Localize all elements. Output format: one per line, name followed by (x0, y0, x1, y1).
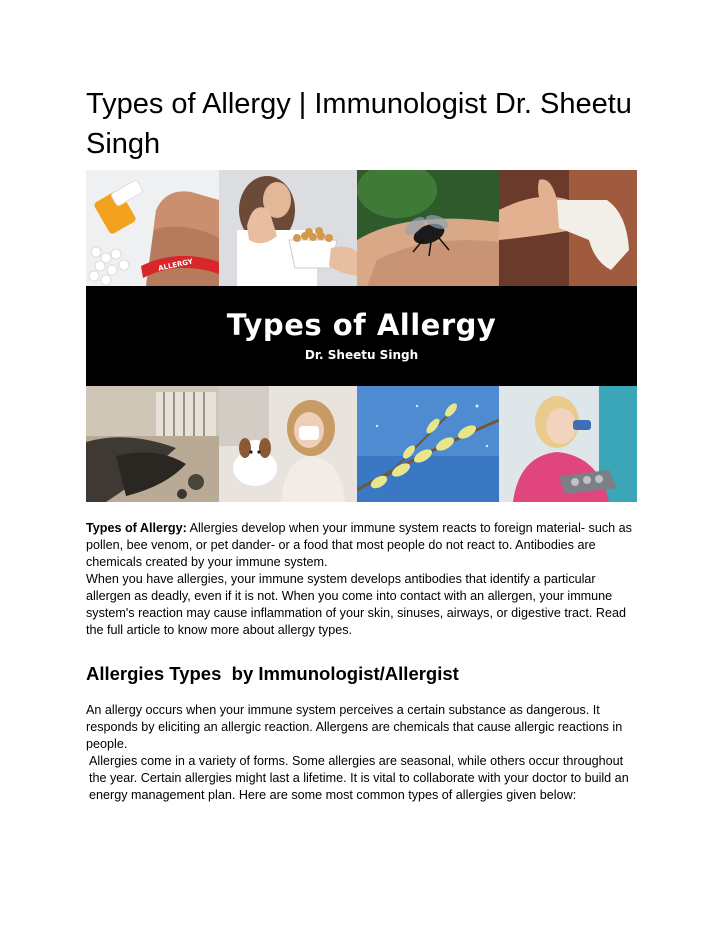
section-text (86, 702, 638, 804)
section-paragraph-1: An allergy occurs when your immune system perceives a certain substance as dangerous. It responds by eliciting an allergic reaction. Allergens are chemicals that cause allergic reactions in people. (86, 703, 623, 751)
intro-lead: Types of Allergy: (86, 521, 187, 535)
woman-sneezing-with-dog-photo (219, 386, 357, 502)
section-heading: Allergies Types by Immunologist/Allergist (86, 663, 459, 684)
woman-with-inhaler-photo (499, 386, 637, 502)
banner-heading: Types of Allergy (226, 308, 497, 342)
document-title: Types of Allergy | Immunologist Dr. Sheetu Singh (86, 88, 632, 160)
insect-on-skin-photo (357, 170, 499, 286)
refusing-nuts-photo (219, 170, 357, 286)
section-paragraph-2: Allergies come in a variety of forms. Some allergies are seasonal, while others occur throughout the year. Certain allergies might last a lifetime. It is vital to collaborate with your doctor to build an energy management plan. Here are some most common types of allergies given below: (89, 754, 629, 802)
types-of-allergy-banner (86, 170, 637, 502)
intro-text-1: Allergies develop when your immune system reacts to foreign material- such as pollen, bee venom, or pet dander- or a food that most people do not react to. Antibodies are chemicals created by your immune system. (86, 521, 632, 569)
intro-paragraph-2: When you have allergies, your immune system develops antibodies that identify a particular allergen as deadly, even if it is not. When you come into contact with an allergen, your immune system's reaction may cause inflammation of your skin, sinuses, airways, or digestive tract. Read the full article to know more about allergy types. (86, 572, 626, 637)
latex-glove-photo (499, 170, 637, 286)
banner-subheading: Dr. Sheetu Singh (304, 348, 419, 362)
intro-paragraph-1 (86, 520, 638, 571)
intro-text (86, 520, 638, 639)
pollen-blossoms-photo (357, 386, 499, 502)
banner-title-band (86, 286, 637, 386)
mold-floor-photo (86, 386, 219, 502)
wristband-text: ALLERGY (157, 257, 194, 273)
pills-and-wristband-photo (86, 170, 219, 286)
